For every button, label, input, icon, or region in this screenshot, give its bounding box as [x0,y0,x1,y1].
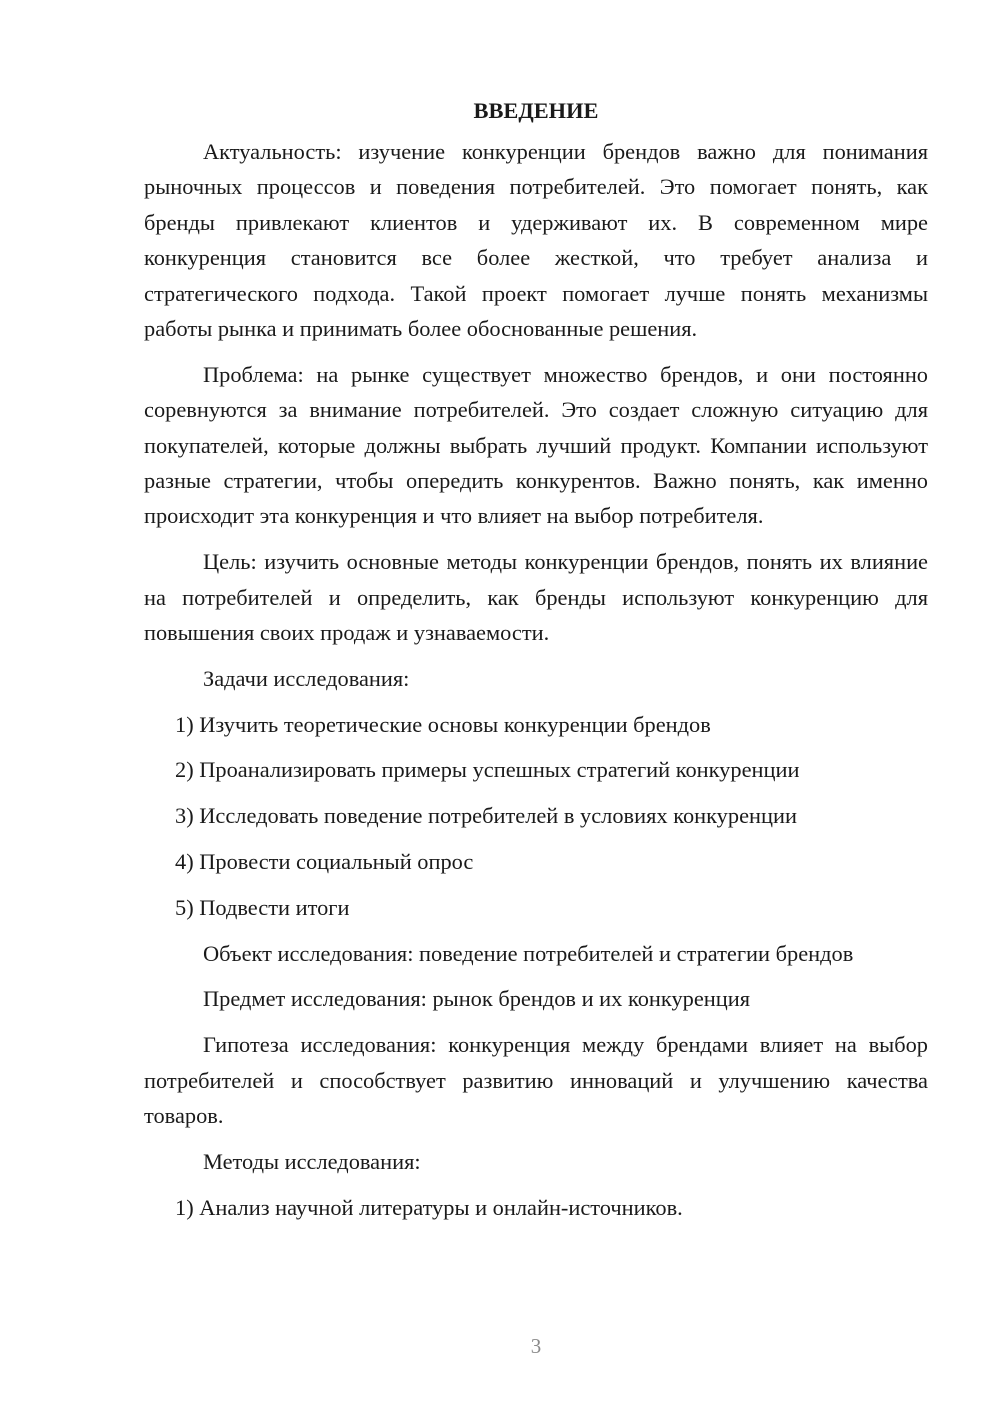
page-content [144,96,928,1235]
object-line: Объект исследования: поведение потребителей и стратегии брендов [203,940,854,966]
page-title: ВВЕДЕНИЕ [473,98,599,123]
methods-list [144,1190,928,1225]
problem-paragraph: Проблема: на рынке существует множество брендов, и они постоянно соревнуются за внимание потребителей. Это создает сложную ситуацию для покупателей, которые должны выбрать лучший продукт. Компании используют разные стратегии, чтобы опередить конкурентов. Важно понять, как именно происходит эта конкуренция и что влияет на выбор потребителя. [144,361,928,529]
list-item: 3) Исследовать поведение потребителей в условиях конкуренции [175,803,797,829]
relevance-paragraph: Актуальность: изучение конкуренции брендов важно для понимания рыночных процессов и поведения потребителей. Это помогает понять, как бренды привлекают клиентов и удерживают их. В современном мире конкуренция становится все более жесткой, что требует анализа и стратегического подхода. Такой проект помогает лучше понять механизмы работы рынка и принимать более обоснованные решения. [144,139,928,342]
list-item: 4) Провести социальный опрос [175,849,474,875]
list-item: 1) Изучить теоретические основы конкуренции брендов [175,711,711,737]
hypothesis-paragraph: Гипотеза исследования: конкуренция между брендами влияет на выбор потребителей и способствует развитию инноваций и улучшению качества товаров. [144,1032,928,1129]
methods-heading: Методы исследования: [203,1148,421,1174]
list-item: 1) Анализ научной литературы и онлайн-источников. [175,1194,683,1220]
list-item: 2) Проанализировать примеры успешных стратегий конкуренции [175,757,800,783]
page-number: 3 [530,1334,542,1358]
list-item: 5) Подвести итоги [175,894,350,920]
goal-paragraph: Цель: изучить основные методы конкуренции брендов, понять их влияние на потребителей и определить, как бренды используют конкуренцию для повышения своих продаж и узнаваемости. [144,549,928,646]
subject-line: Предмет исследования: рынок брендов и их конкуренция [203,986,751,1012]
tasks-list [144,707,928,926]
tasks-heading: Задачи исследования: [203,665,410,691]
